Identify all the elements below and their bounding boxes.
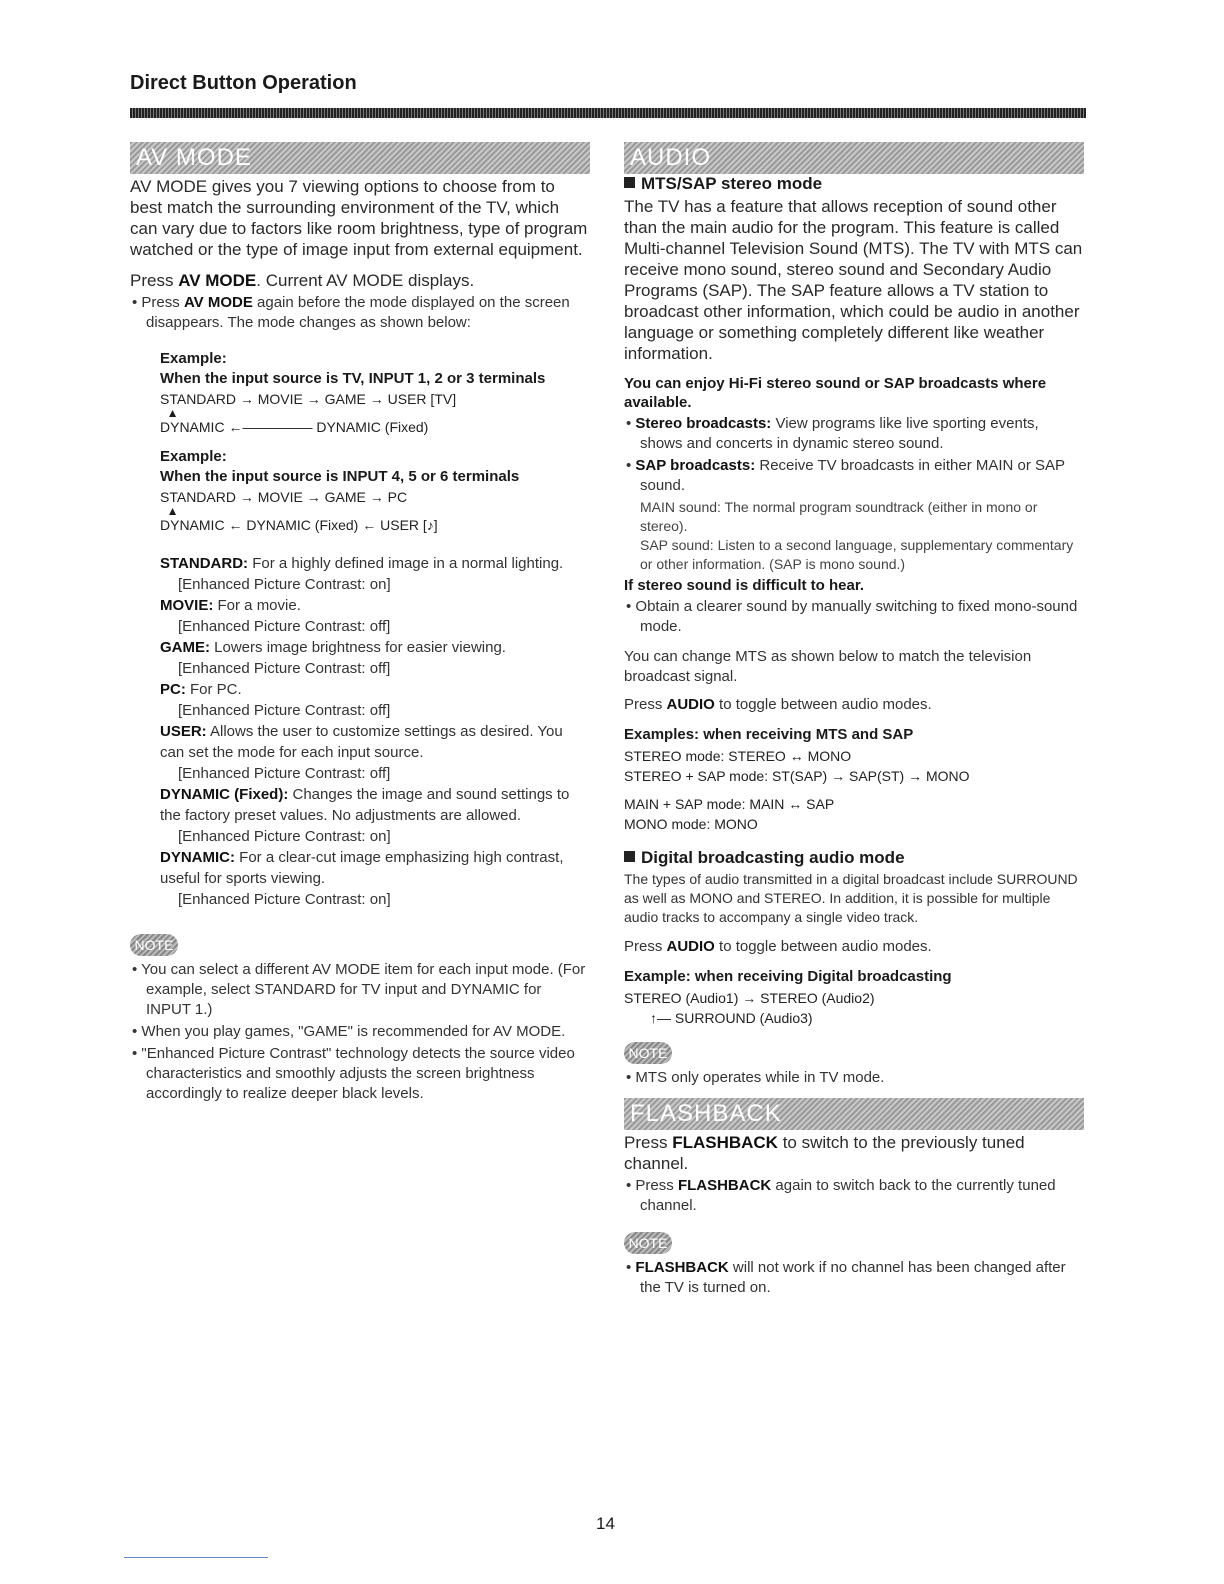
sap-bullet bbox=[624, 456, 1084, 496]
av-mode-definitions bbox=[160, 553, 590, 910]
main-sound-text: MAIN sound: The normal program soundtrack (either in mono or stereo). bbox=[640, 499, 1038, 534]
definition-extra: [Enhanced Picture Contrast: on] bbox=[178, 891, 391, 908]
note-item: • "Enhanced Picture Contrast" technology detects the source video characteristics and smoothly adjusts the screen brightness accordingly to realize deeper black levels. bbox=[130, 1044, 590, 1104]
page-title: Direct Button Operation bbox=[130, 72, 357, 94]
stereo-term: Stereo broadcasts: bbox=[635, 415, 772, 432]
header-rule bbox=[130, 108, 1086, 118]
definition-extra: [Enhanced Picture Contrast: on] bbox=[178, 828, 391, 845]
flashback-press bbox=[624, 1132, 1084, 1174]
note-text: will not work if no channel has been changed after the TV is turned on. bbox=[640, 1259, 1066, 1296]
mts-mode-line: MAIN + SAP mode: MAIN ↔ SAP bbox=[624, 796, 835, 812]
flashback-section-bar: FLASHBACK bbox=[624, 1098, 1084, 1130]
difficult-heading: If stereo sound is difficult to hear. bbox=[624, 577, 865, 594]
definition-desc: For a movie. bbox=[213, 597, 301, 614]
example-label: Example: bbox=[160, 350, 227, 367]
press-post: again to switch back to the currently tuned channel. bbox=[640, 1177, 1056, 1214]
note-badge: NOTE bbox=[624, 1232, 672, 1254]
definition-term: STANDARD: bbox=[160, 555, 249, 572]
press-pre: Press bbox=[624, 938, 667, 955]
note-item: • When you play games, "GAME" is recommended for AV MODE. bbox=[130, 1022, 590, 1042]
definition-term: PC: bbox=[160, 681, 186, 698]
definition-item bbox=[160, 784, 590, 847]
av-mode-bullet bbox=[130, 293, 590, 333]
note-item: • MTS only operates while in TV mode. bbox=[624, 1068, 1084, 1088]
audio-key: AUDIO bbox=[666, 938, 715, 955]
digital-flow-line: STEREO (Audio1) → STEREO (Audio2) bbox=[624, 990, 875, 1006]
sap-sound-text: SAP sound: Listen to a second language, supplementary commentary or other information. (SAP is mono sound.) bbox=[640, 537, 1074, 572]
definition-term: GAME: bbox=[160, 639, 210, 656]
definition-item bbox=[160, 637, 590, 679]
note-badge: NOTE bbox=[130, 934, 178, 956]
definition-term: USER: bbox=[160, 723, 207, 740]
hifi-heading: You can enjoy Hi-Fi stereo sound or SAP broadcasts where available. bbox=[624, 375, 1047, 411]
audio-key: AUDIO bbox=[666, 696, 715, 713]
definition-term: DYNAMIC: bbox=[160, 849, 235, 866]
press-post: to switch to the previously tuned channel. bbox=[624, 1133, 1025, 1173]
press-post: to toggle between audio modes. bbox=[714, 938, 932, 955]
flashback-key: FLASHBACK bbox=[677, 1177, 772, 1194]
av-mode-bullet-pre: Press bbox=[141, 294, 184, 311]
press-post: to toggle between audio modes. bbox=[714, 696, 932, 713]
note-item: • You can select a different AV MODE item for each input mode. (For example, select STANDARD for TV input and DYNAMIC for INPUT 1.) bbox=[130, 960, 590, 1020]
definition-desc: For PC. bbox=[185, 681, 242, 698]
av-mode-example-2 bbox=[160, 447, 590, 535]
flashback-bullet bbox=[624, 1176, 1084, 1216]
example-flow-line: DYNAMIC ← DYNAMIC (Fixed) ← USER [♪] bbox=[160, 517, 438, 533]
return-arrow-icon: ↑— bbox=[650, 1010, 675, 1026]
right-column bbox=[624, 142, 1084, 1300]
definition-extra: [Enhanced Picture Contrast: off] bbox=[178, 618, 391, 635]
definition-item bbox=[160, 679, 590, 721]
digital-title: Digital broadcasting audio mode bbox=[641, 848, 905, 867]
flashback-key: FLASHBACK bbox=[672, 1133, 778, 1152]
definition-item bbox=[160, 553, 590, 595]
av-mode-press-pre: Press bbox=[130, 271, 179, 290]
sap-term: SAP broadcasts: bbox=[635, 457, 756, 474]
surround-text: SURROUND (Audio3) bbox=[674, 1010, 813, 1026]
mts-sap-heading bbox=[624, 174, 1084, 194]
definition-extra: [Enhanced Picture Contrast: off] bbox=[178, 765, 391, 782]
note-badge: NOTE bbox=[624, 1042, 672, 1064]
definition-desc: For a clear-cut image emphasizing high contrast, useful for sports viewing. bbox=[160, 849, 564, 887]
sap-desc: Receive TV broadcasts in either MAIN or SAP sound. bbox=[640, 457, 1065, 494]
mts-body: The TV has a feature that allows reception of sound other than the main audio for the program. This feature is called Multi-channel Television Sound (MTS). The TV with MTS can receive mono sound, stereo sound and Secondary Audio Programs (SAP). The SAP feature allows a TV station to broadcast other information, which could be audio in another language or something completely different like weather information. bbox=[624, 197, 1083, 363]
digital-body: The types of audio transmitted in a digital broadcast include SURROUND as well as MONO and STEREO. In addition, it is possible for multiple audio tracks to accompany a single video track. bbox=[624, 871, 1078, 925]
av-mode-intro: AV MODE gives you 7 viewing options to choose from to best match the surrounding environment of the TV, which can vary due to factors like room brightness, type of program watched or the type of image input from external equipment. bbox=[130, 177, 588, 259]
up-arrow-icon: ▲ bbox=[160, 504, 179, 518]
definition-item bbox=[160, 595, 590, 637]
left-column bbox=[130, 142, 590, 1106]
av-mode-press bbox=[130, 270, 590, 291]
up-arrow-icon: ▲ bbox=[160, 406, 179, 420]
av-mode-bullet-key: AV MODE bbox=[183, 294, 253, 311]
flashback-key: FLASHBACK bbox=[635, 1259, 729, 1276]
change-mts-text: You can change MTS as shown below to match the television broadcast signal. bbox=[624, 648, 1032, 685]
examples-mts-heading: Examples: when receiving MTS and SAP bbox=[624, 726, 914, 743]
definition-extra: [Enhanced Picture Contrast: off] bbox=[178, 702, 391, 719]
example-flow-line: STANDARD → MOVIE → GAME → USER [TV] bbox=[160, 391, 457, 407]
page-number: 14 bbox=[596, 1514, 615, 1533]
example-flow-line: DYNAMIC ←————— DYNAMIC (Fixed) bbox=[160, 419, 429, 435]
definition-extra: [Enhanced Picture Contrast: on] bbox=[178, 576, 391, 593]
example-flow-line: STANDARD → MOVIE → GAME → PC bbox=[160, 489, 408, 505]
digital-heading bbox=[624, 848, 1084, 868]
mts-mode-line: MONO mode: MONO bbox=[624, 816, 758, 832]
mts-mode-line: STEREO mode: STEREO ↔ MONO bbox=[624, 748, 852, 764]
press-audio-text-2 bbox=[624, 937, 1084, 957]
audio-section-bar: AUDIO bbox=[624, 142, 1084, 174]
stereo-desc: View programs like live sporting events, shows and concerts in dynamic stereo sound. bbox=[640, 415, 1039, 452]
av-mode-example-1 bbox=[160, 349, 590, 437]
press-pre: Press bbox=[624, 1133, 673, 1152]
square-bullet-icon bbox=[624, 177, 635, 188]
example-digital-heading: Example: when receiving Digital broadcasting bbox=[624, 968, 952, 985]
av-mode-press-post: . Current AV MODE displays. bbox=[256, 271, 475, 290]
example-title: When the input source is INPUT 4, 5 or 6 terminals bbox=[160, 468, 520, 485]
definition-desc: Allows the user to customize settings as desired. You can set the mode for each input source. bbox=[160, 723, 563, 761]
definition-desc: Changes the image and sound settings to the factory preset values. No adjustments are allowed. bbox=[160, 786, 570, 824]
av-mode-bullet-post: again before the mode displayed on the screen disappears. The mode changes as shown below: bbox=[146, 294, 570, 331]
definition-term: DYNAMIC (Fixed): bbox=[160, 786, 289, 803]
definition-term: MOVIE: bbox=[160, 597, 214, 614]
press-pre: Press bbox=[624, 696, 667, 713]
definition-desc: Lowers image brightness for easier viewing. bbox=[210, 639, 506, 656]
press-pre: Press bbox=[635, 1177, 678, 1194]
note-item bbox=[624, 1258, 1084, 1298]
example-label: Example: bbox=[160, 448, 227, 465]
definition-extra: [Enhanced Picture Contrast: off] bbox=[178, 660, 391, 677]
av-mode-key: AV MODE bbox=[178, 271, 257, 290]
stereo-bullet bbox=[624, 414, 1084, 454]
mts-mode-line: STEREO + SAP mode: ST(SAP) → SAP(ST) → MONO bbox=[624, 768, 970, 784]
mts-sap-title: MTS/SAP stereo mode bbox=[641, 174, 823, 193]
definition-desc: For a highly defined image in a normal lighting. bbox=[248, 555, 564, 572]
square-bullet-icon bbox=[624, 851, 635, 862]
difficult-bullet: • Obtain a clearer sound by manually switching to fixed mono-sound mode. bbox=[624, 597, 1084, 637]
av-mode-section-bar: AV MODE bbox=[130, 142, 590, 174]
definition-item bbox=[160, 721, 590, 784]
example-title: When the input source is TV, INPUT 1, 2 or 3 terminals bbox=[160, 370, 546, 387]
definition-item bbox=[160, 847, 590, 910]
press-audio-text bbox=[624, 695, 1084, 715]
footer-rule bbox=[124, 1557, 268, 1558]
digital-flow-line bbox=[624, 1008, 1084, 1028]
